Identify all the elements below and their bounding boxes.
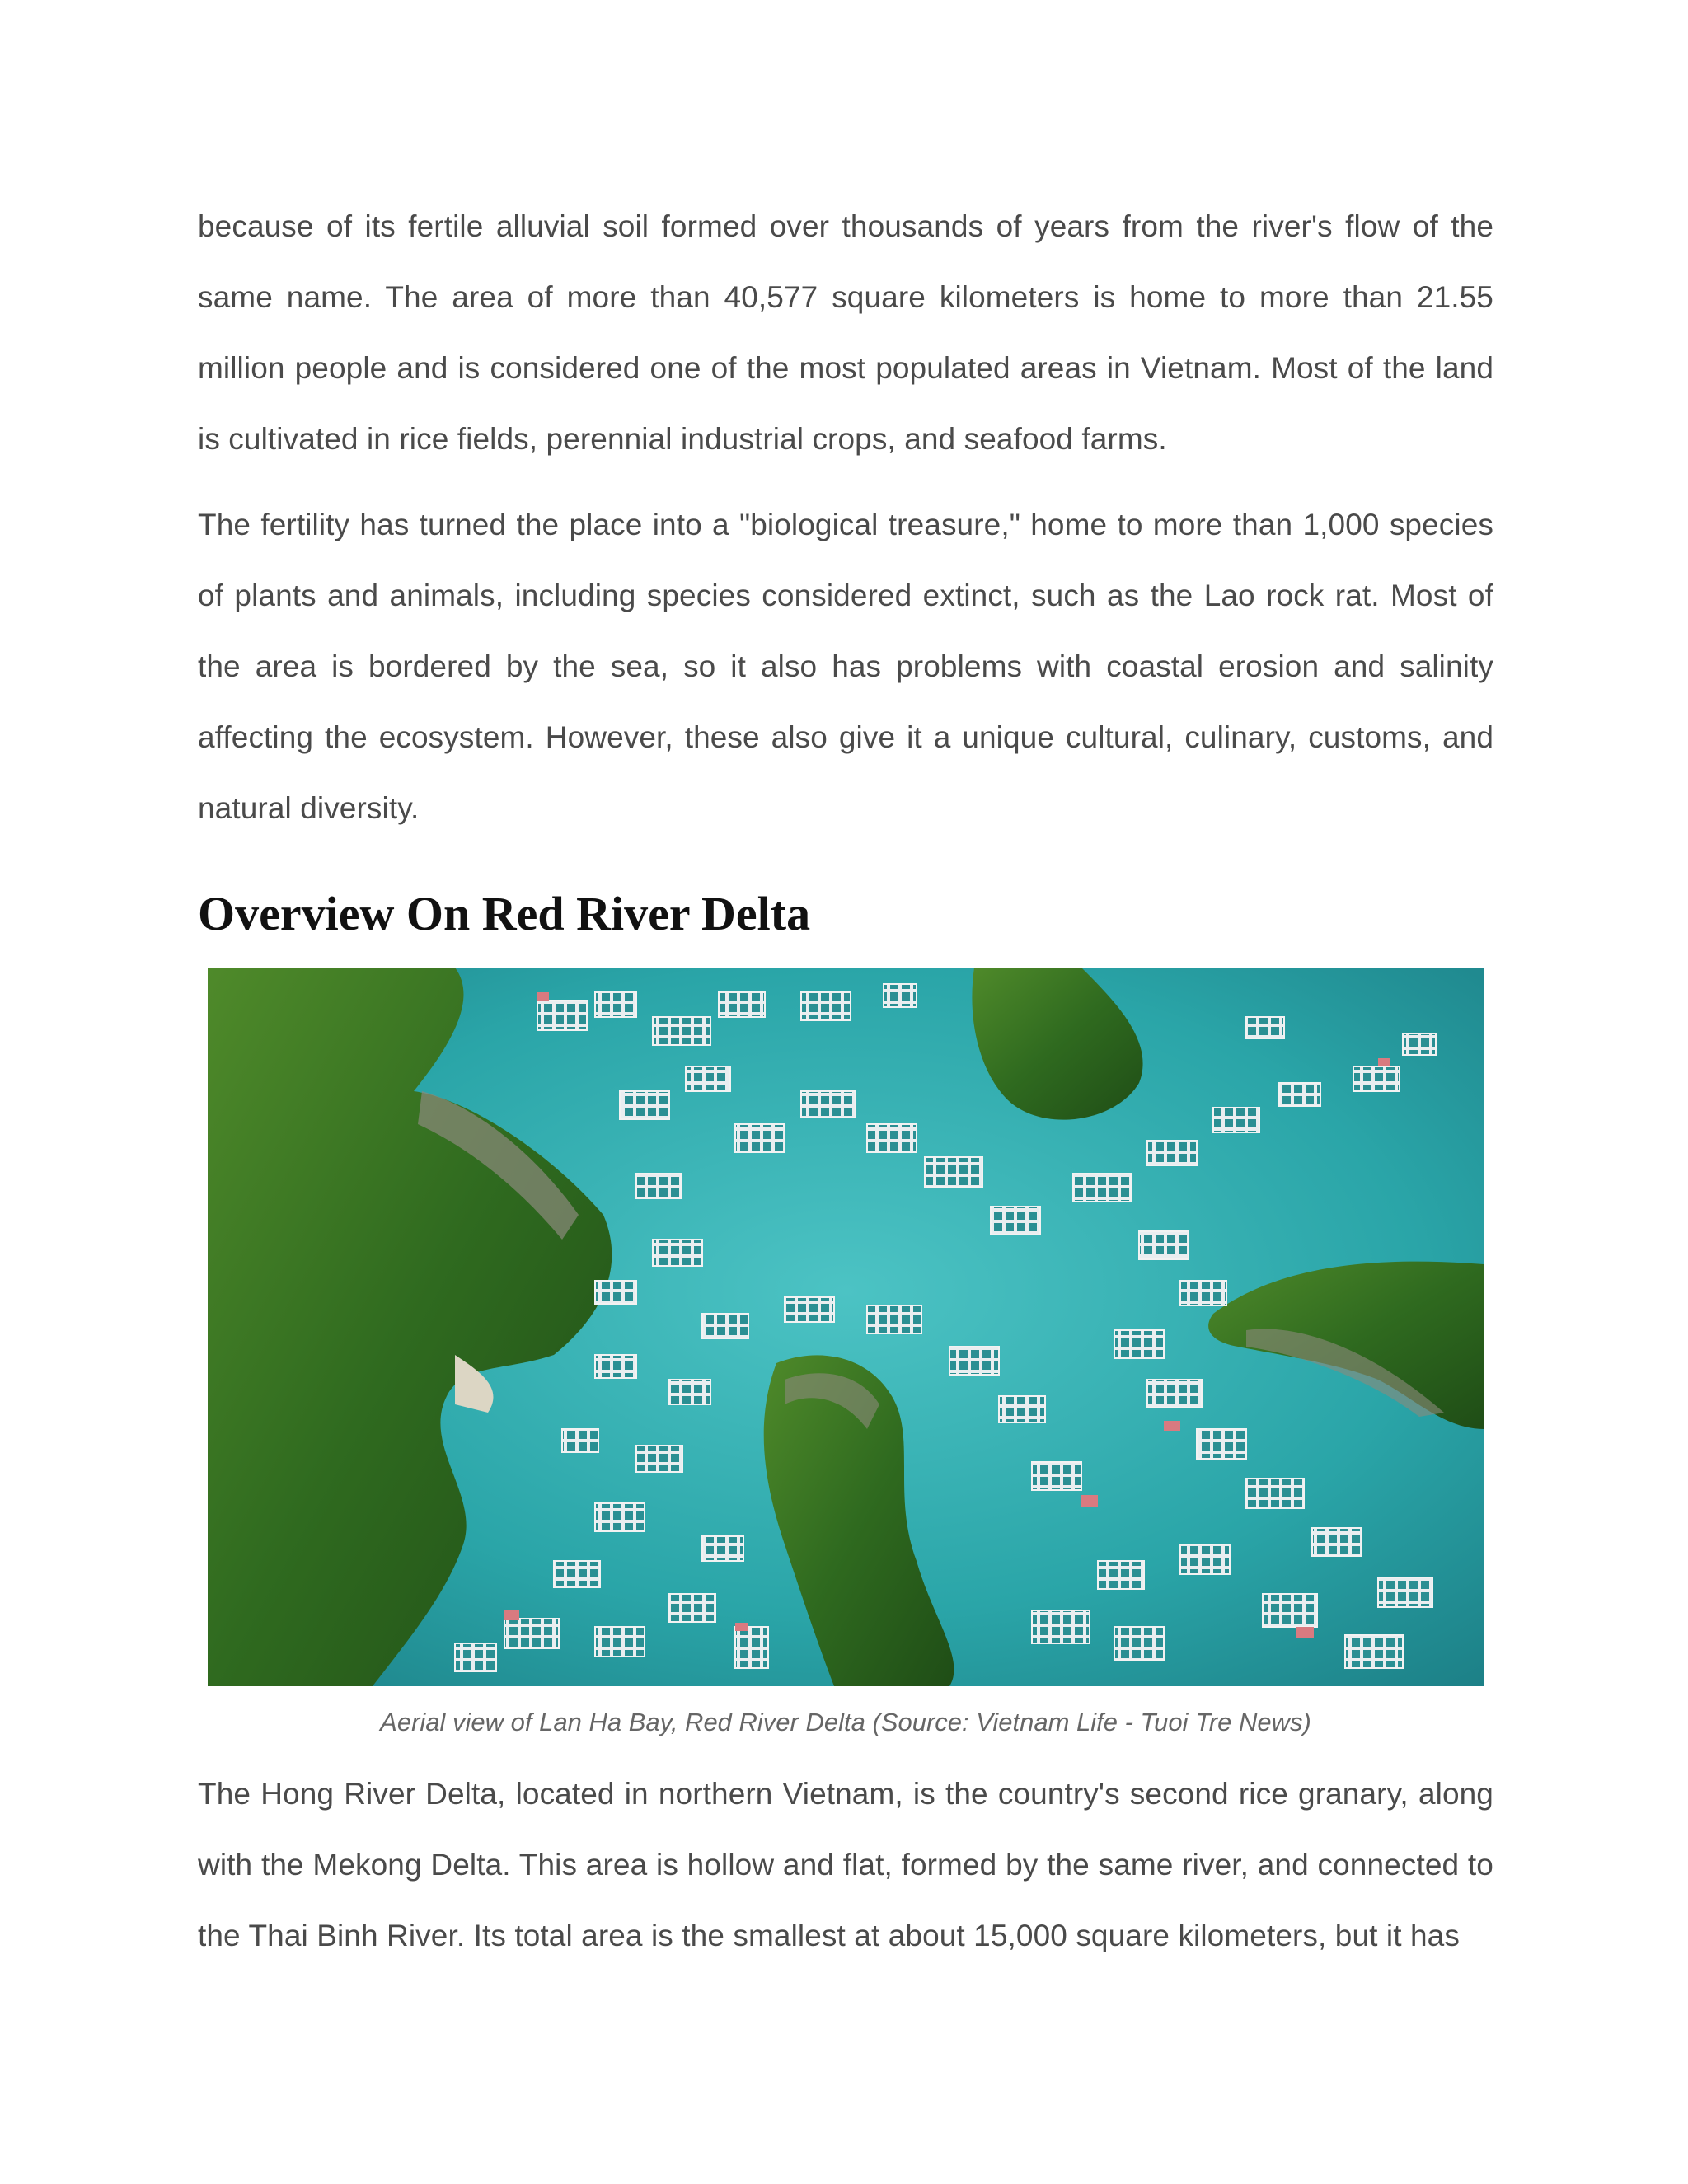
- paragraph-biodiversity: The fertility has turned the place into a "biological treasure," home to more than 1,000 species of plants and animals, including species considered extinct, such as the Lao rock rat. Most of the area is bordered by the sea, so it also has problems with coastal erosion and salinity affecting the ecosystem. However, these also give it a unique cultural, culinary, customs, and natural diversity.: [198, 508, 1493, 825]
- aerial-bay-photo: [208, 968, 1484, 1686]
- section-heading: Overview On Red River Delta: [198, 887, 811, 940]
- article-page: [198, 191, 1493, 1986]
- paragraph-intro: because of its fertile alluvial soil formed over thousands of years from the river's flow of the same name. The area of more than 40,577 square kilometers is home to more than 21.55 million people and is considered one of the most populated areas in Vietnam. Most of the land is cultivated in rice fields, perennial industrial crops, and seafood farms.: [198, 209, 1493, 456]
- figure: [198, 968, 1493, 1741]
- paragraph-hong-river: The Hong River Delta, located in northern Vietnam, is the country's second rice granary, along with the Mekong Delta. This area is hollow and flat, formed by the same river, and connected to the Thai Binh River. Its total area is the smallest at about 15,000 square kilometers, but it has: [198, 1777, 1493, 1952]
- figure-caption: Aerial view of Lan Ha Bay, Red River Delta (Source: Vietnam Life - Tuoi Tre News): [380, 1708, 1311, 1736]
